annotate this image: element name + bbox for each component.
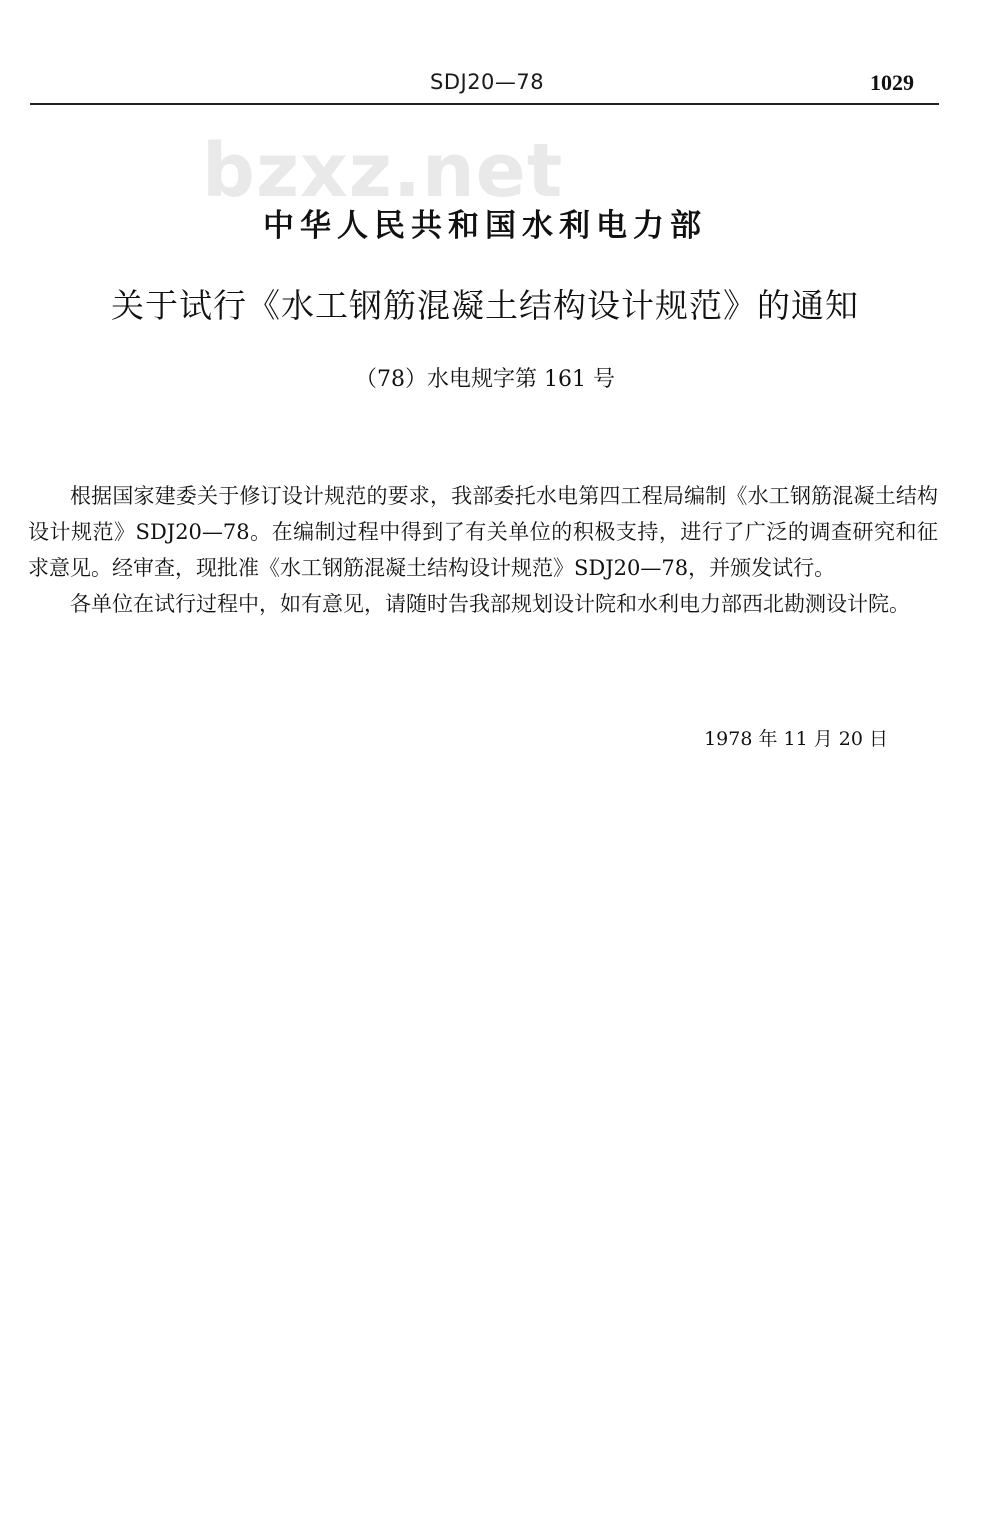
body-paragraph: 各单位在试行过程中，如有意见，请随时告我部规划设计院和水利电力部西北勘测设计院。 <box>70 592 910 616</box>
body-paragraph: 根据国家建委关于修订设计规范的要求，我部委托水电第四工程局编制《水工钢筋混凝土结构设计规范》SDJ20—78。在编制过程中得到了有关单位的积极支持，进行了广泛的调查研究和征求意见。经审查，现批准《水工钢筋混凝土结构设计规范》SDJ20—78，并颁发试行。 <box>28 484 938 580</box>
document-number: （78）水电规字第 161 号 <box>355 367 615 392</box>
notice-title: 关于试行《水工钢筋混凝土结构设计规范》的通知 <box>111 286 859 325</box>
issuer-heading: 中华人民共和国水利电力部 <box>263 208 707 244</box>
notice-body <box>28 478 938 622</box>
header-rule <box>30 103 939 105</box>
page-number: 1029 <box>870 70 914 95</box>
running-head-standard-code: SDJ20—78 <box>430 70 545 94</box>
issue-date: 1978 年 11 月 20 日 <box>704 728 888 750</box>
watermark: bzxz.net <box>202 128 564 214</box>
